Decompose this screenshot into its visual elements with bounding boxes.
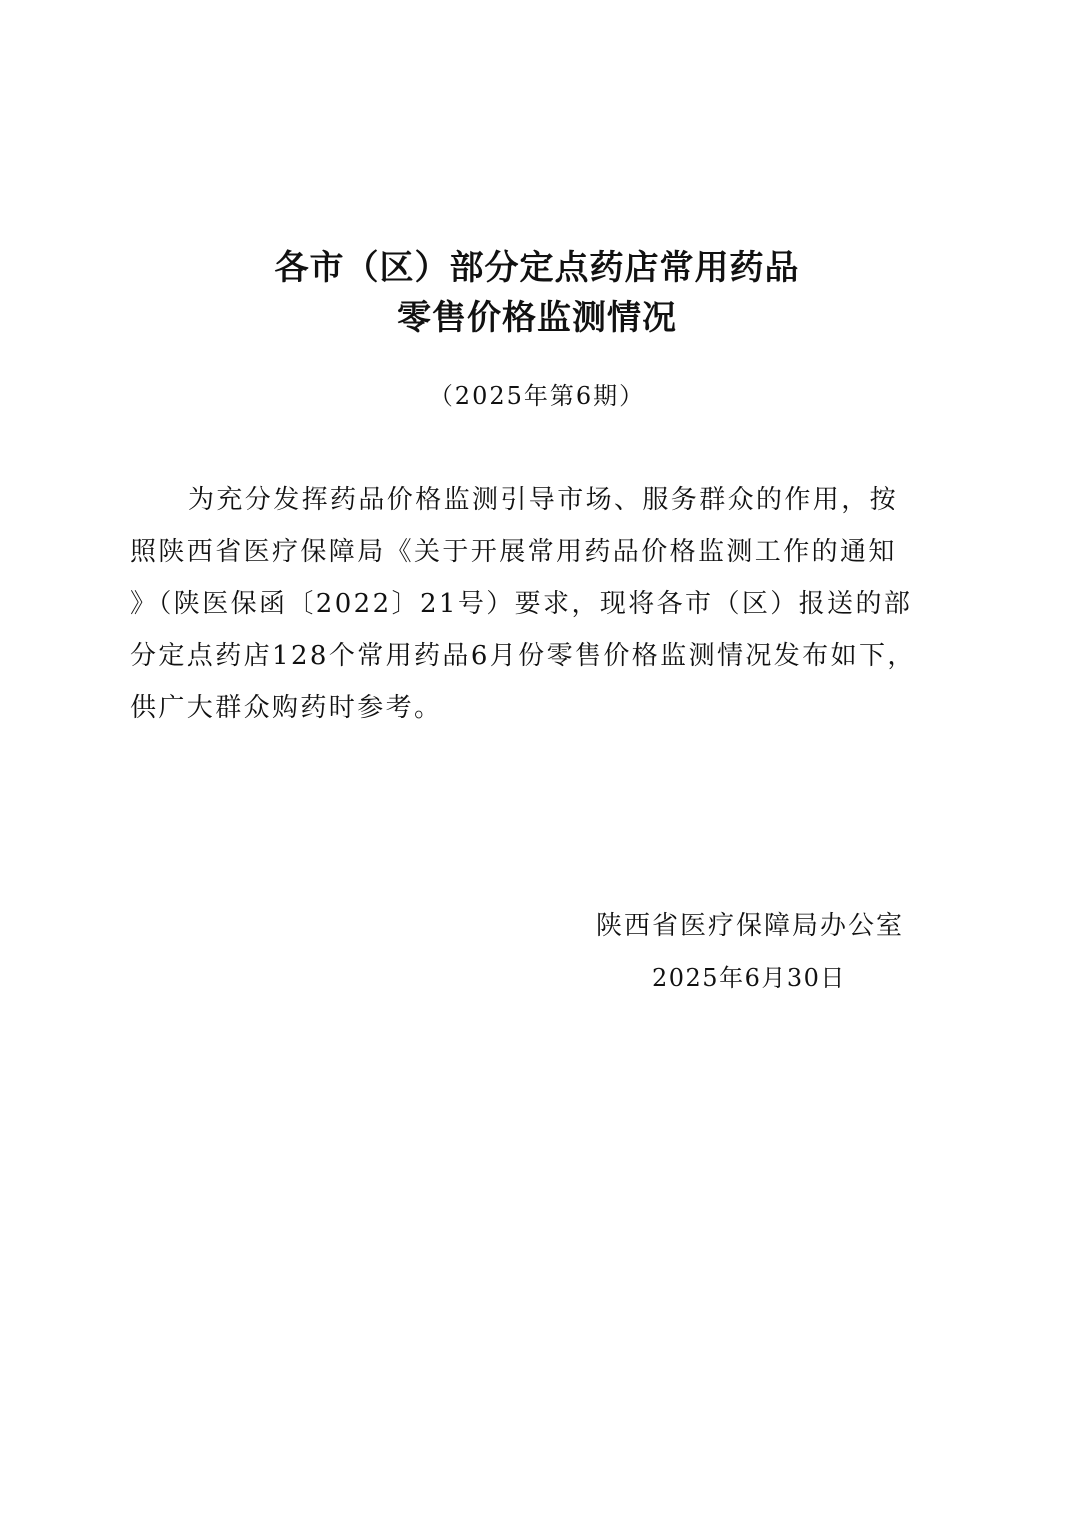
issuing-office: 陕西省医疗保障局办公室 bbox=[596, 911, 905, 941]
issue-date: 2025年6月30日 bbox=[652, 964, 846, 992]
issue-number: （2025年第6期） bbox=[428, 382, 646, 410]
paragraph-line: 》（陕医保函〔2022〕21号）要求，现将各市（区）报送的部 bbox=[130, 589, 913, 619]
paragraph-line: 分定点药店128个常用药品6月份零售价格监测情况发布如下， bbox=[130, 641, 916, 671]
document-title-line-2: 零售价格监测情况 bbox=[397, 298, 677, 338]
paragraph-line: 照陕西省医疗保障局《关于开展常用药品价格监测工作的通知 bbox=[130, 537, 897, 567]
paragraph-line: 供广大群众购药时参考。 bbox=[130, 693, 443, 723]
document-title-line-1: 各市（区）部分定点药店常用药品 bbox=[274, 248, 800, 288]
paragraph-line: 为充分发挥药品价格监测引导市场、服务群众的作用，按 bbox=[188, 485, 899, 515]
